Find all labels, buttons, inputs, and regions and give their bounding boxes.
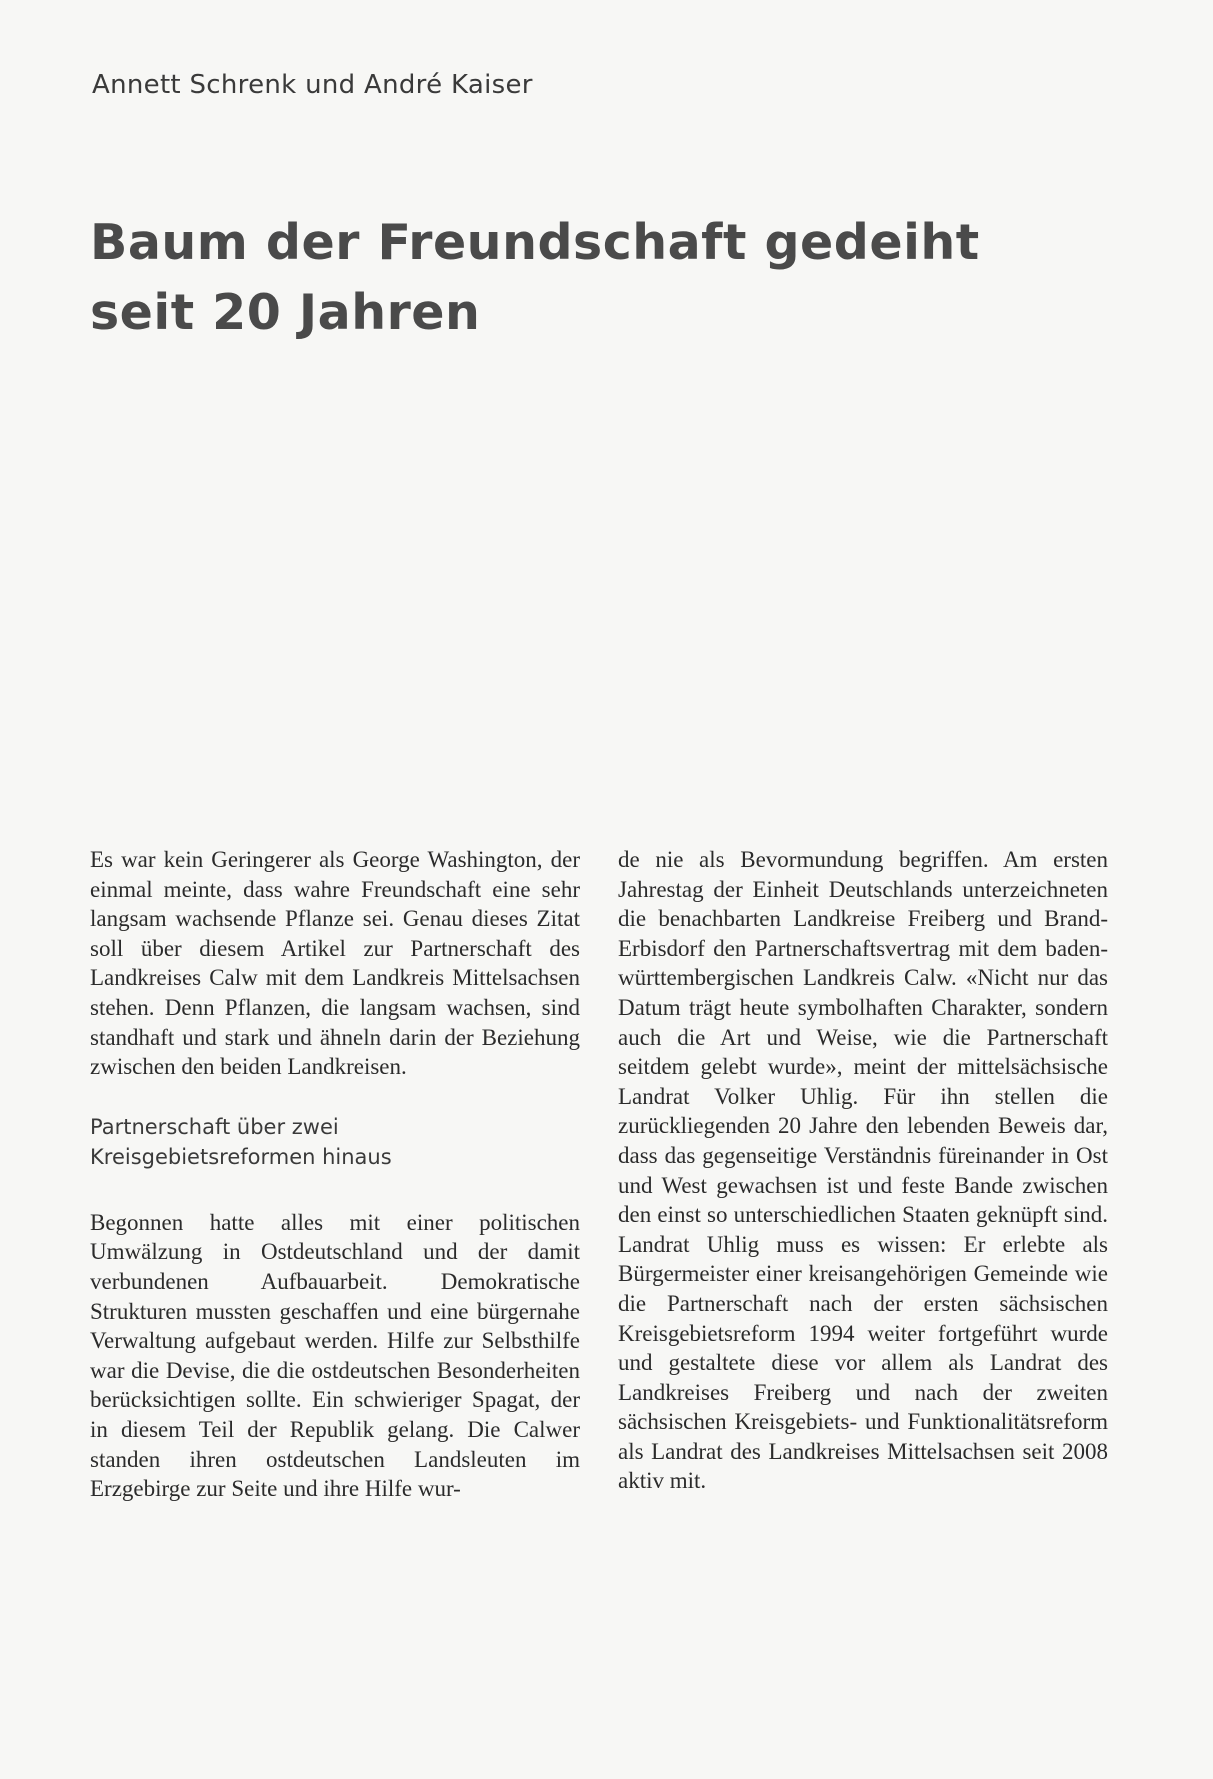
subheading-line-1: Partnerschaft über zwei [90,1114,339,1139]
article-title-line-2: seit 20 Jahren [90,284,481,341]
left-column [90,845,580,1504]
article-title [90,208,980,348]
right-column [618,845,1108,1496]
intro-paragraph: Es war kein Geringerer als George Washington, der einmal meinte, dass wahre Freundschaft eine sehr langsam wachsende Pflanze sei. Genau dieses Zitat soll über diesem Artikel zur Partnerschaft des Landkreises Calw mit dem Landkreis Mittelsachsen stehen. Denn Pflanzen, die langsam wachsen, sind standhaft und stark und ähneln darin der Beziehung zwischen den beiden Landkreisen. [90,847,580,1080]
subheading-line-2: Kreisgebietsreformen hinaus [90,1144,392,1169]
article-title-line-1: Baum der Freundschaft gedeiht [90,214,980,271]
section-subheading [90,1112,580,1172]
continued-paragraph: de nie als Bevormundung begriffen. Am ersten Jahrestag der Einheit Deutschlands unterzeichneten die benachbarten Landkreise Freiberg und Brand-Erbisdorf den Partnerschaftsvertrag mit dem baden-württembergischen Landkreis Calw. «Nicht nur das Datum trägt heute symbolhaften Charakter, sondern auch die Art und Weise, wie die Partnerschaft seitdem gelebt wurde», meint der mittelsächsische Landrat Volker Uhlig. Für ihn stellen die zurückliegenden 20 Jahre den lebenden Beweis dar, dass das gegenseitige Verständnis füreinander in Ost und West gewachsen ist und feste Bande zwischen den einst so unterschiedlichen Staaten geknüpft sind. Landrat Uhlig muss es wissen: Er erlebte als Bürgermeister einer kreisangehörigen Gemeinde wie die Partnerschaft nach der ersten sächsischen Kreisgebietsreform 1994 weiter fortgeführt wurde und gestaltete diese vor allem als Landrat des Landkreises Freiberg und nach der zweiten sächsischen Kreisgebiets- und Funktionalitätsreform als Landrat des Landkreises Mittelsachsen seit 2008 aktiv mit. [618,847,1108,1494]
body-paragraph: Begonnen hatte alles mit einer politischen Umwälzung in Ostdeutschland und der damit verbundenen Aufbauarbeit. Demokratische Strukturen mussten geschaffen und eine bürgernahe Verwaltung aufgebaut werden. Hilfe zur Selbsthilfe war die Devise, die die ostdeutschen Besonderheiten berücksichtigen sollte. Ein schwieriger Spagat, der in diesem Teil der Republik gelang. Die Calwer standen ihren ostdeutschen Landsleuten im Erzgebirge zur Seite und ihre Hilfe wur- [90,1209,580,1502]
article-authors: Annett Schrenk und André Kaiser [92,70,533,100]
